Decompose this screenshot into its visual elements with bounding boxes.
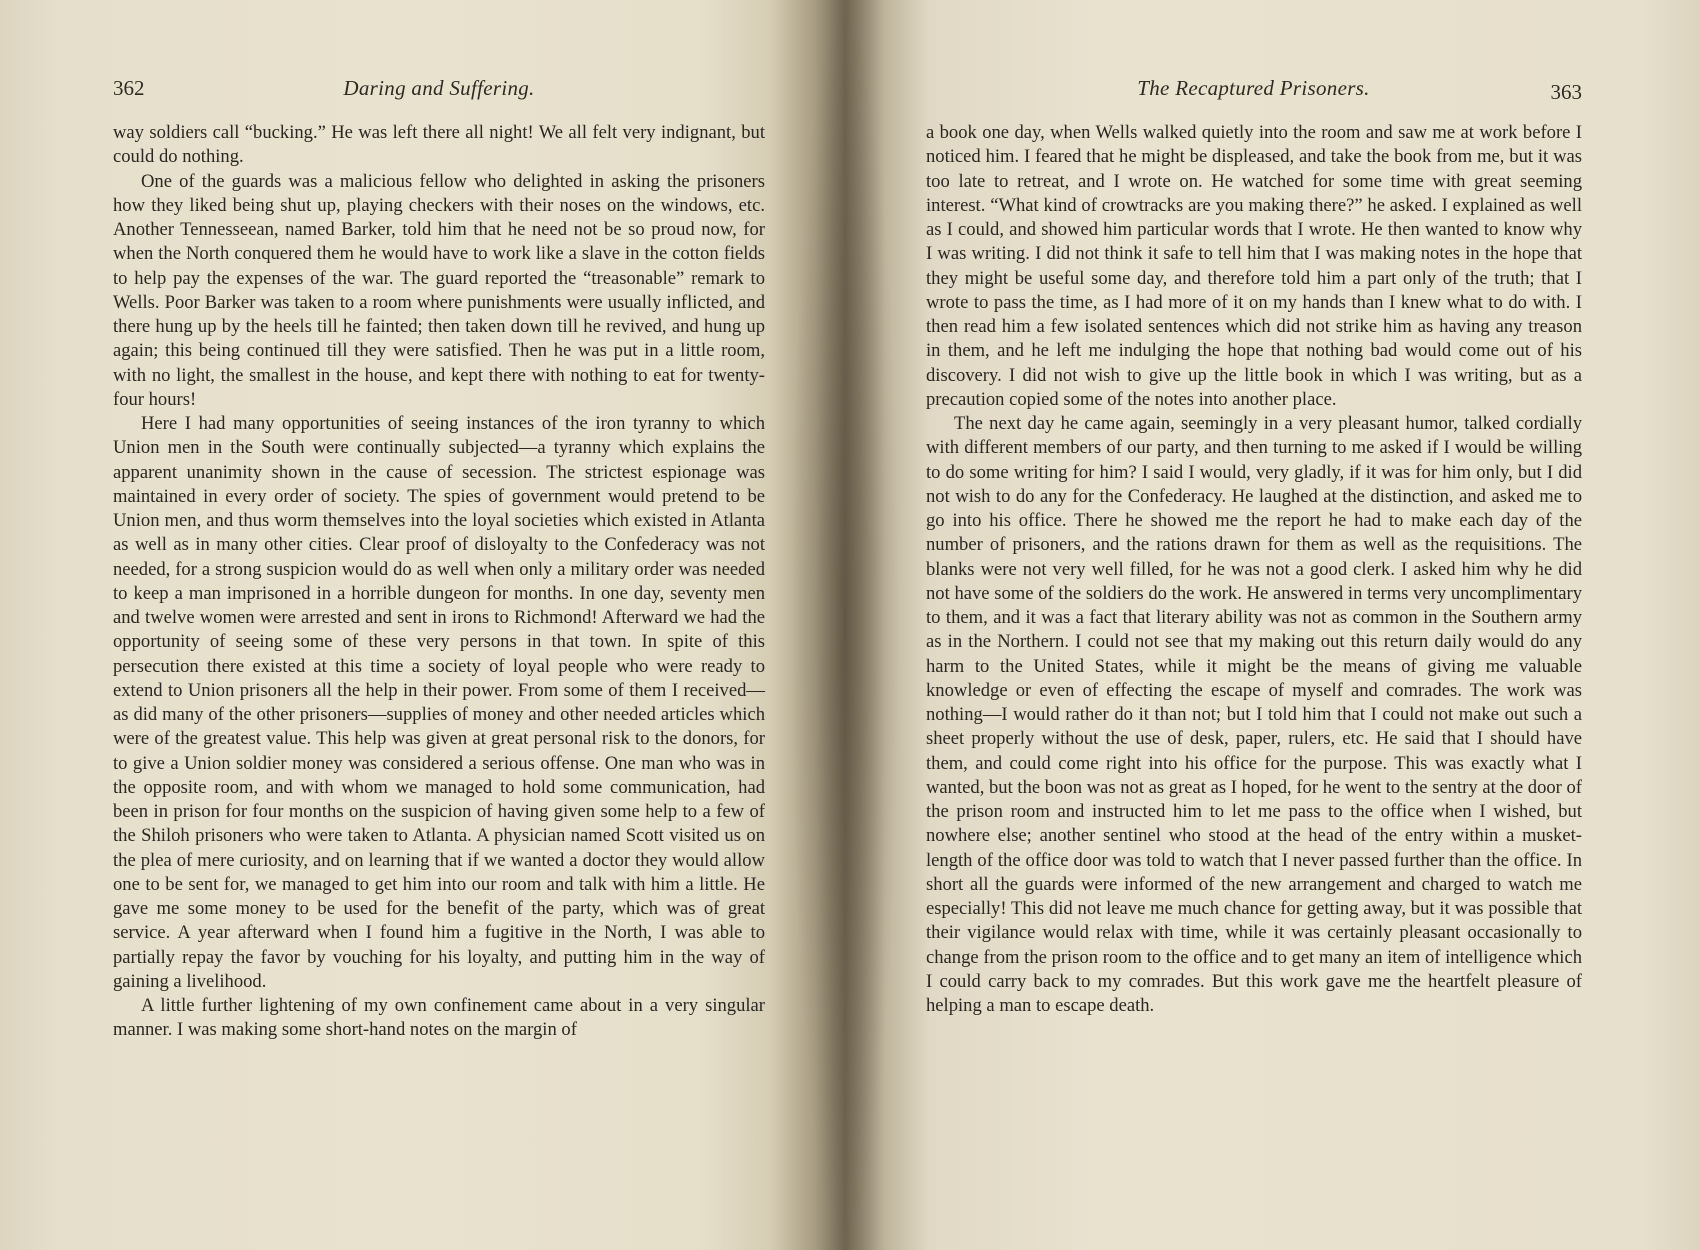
- right-page-number: 363: [1550, 80, 1582, 104]
- right-running-head: The Recaptured Prisoners.: [1137, 76, 1370, 100]
- paragraph: One of the guards was a malicious fellow who delighted in asking the prisoners how they liked being shut up, playing checkers with their noses on the windows, etc. Another Tennesseean, named Barker, told him that he need not be so proud now, for when the North conquered them he would have to work like a slave in the cotton fields to help pay the expenses of the war. The guard reported the “treasonable” remark to Wells. Poor Barker was taken to a room where punishments were usually inflicted, and there hung up by the heels till he fainted; then taken down till he revived, and hung up again; this being continued till they were satisfied. Then he was put in a little room, with no light, the smallest in the house, and kept there with nothing to eat for twenty-four hours!: [113, 170, 765, 410]
- right-page-header: [925, 76, 1582, 106]
- left-page-header: [113, 76, 765, 106]
- left-running-head: Daring and Suffering.: [343, 76, 535, 100]
- paragraph: a book one day, when Wells walked quietly into the room and saw me at work before I noticed him. I feared that he might be displeased, and take the book from me, but it was too late to retreat, and I wrote on. He watched for some time with great seeming interest. “What kind of crowtracks are you making there?” he asked. I explained as well as I could, and showed him particular words that I wrote. He then wanted to know why I was writing. I did not think it safe to tell him that I was making notes in the hope that they might be useful some day, and therefore told him a part only of the truth; that I wrote to pass the time, as I had more of it on my hands than I knew what to do with. I then read him a few isolated sentences which did not strike him as having any treason in them, and he left me indulging the hope that nothing bad would come out of his discovery. I did not wish to give up the little book in which I was writing, but as a precaution copied some of the notes into another place.: [926, 122, 1582, 410]
- paragraph: The next day he came again, seemingly in a very pleasant humor, talked cordially with different members of our party, and then turning to me asked if I would be willing to do some writing for him? I said I would, very gladly, if it was for him only, but I did not wish to do any for the Confederacy. He laughed at the distinction, and asked me to go into his office. There he showed me the report he had to make each day of the number of prisoners, and the rations drawn for them as well as the requisitions. The blanks were not very well filled, for he was not a good clerk. I asked him why he did not have some of the soldiers do the work. He answered in terms very uncomplimentary to them, and it was a fact that literary ability was not as common in the Southern army as in the Northern. I could not see that my making out this return daily would do any harm to the United States, while it might be the means of giving me valuable knowledge or even of effecting the escape of myself and comrades. The work was nothing—I would rather do it than not; but I told him that I could not make out such a sheet properly without the use of desk, paper, rulers, etc. He said that I should have them, and could come right into his office for the purpose. This was exactly what I wanted, but the boon was not as great as I hoped, for he went to the sentry at the door of the prison room and instructed him to let me pass to the office when I wished, but nowhere else; another sentinel who stood at the head of the entry within a musket-length of the office door was told to watch that I never passed further than the office. In short all the guards were informed of the new arrangement and charged to watch me especially! This did not leave me much chance for getting away, but it was possible that their vigilance would relax with time, while it was certainly pleasant occasionally to change from the prison room to the office and to get many an item of intelligence which I could carry back to my comrades. But this work gave me the heartfelt pleasure of helping a man to escape death.: [926, 413, 1582, 1016]
- left-page-number: 362: [113, 76, 145, 100]
- paragraph: way soldiers call “bucking.” He was left there all night! We all felt very indignant, but could do nothing.: [113, 122, 765, 168]
- right-page: [850, 0, 1700, 1250]
- paragraph: A little further lightening of my own confinement came about in a very singular manner. I was making some short-hand notes on the margin of: [113, 995, 765, 1041]
- paragraph: Here I had many opportunities of seeing instances of the iron tyranny to which Union men in the South were continually subjected—a tyranny which explains the apparent unanimity shown in the cause of secession. The strictest espionage was maintained in every order of society. The spies of government would pretend to be Union men, and thus worm themselves into the loyal societies which existed in Atlanta as well as in many other cities. Clear proof of disloyalty to the Confederacy was not needed, for a strong suspicion would do as well when only a military order was needed to keep a man imprisoned in a horrible dungeon for months. In one day, seventy men and twelve women were arrested and sent in irons to Richmond! Afterward we had the opportunity of seeing some of these very persons in that town. In spite of this persecution there existed at this time a society of loyal people who were ready to extend to Union prisoners all the help in their power. From some of them I received—as did many of the other prisoners—supplies of money and other needed articles which were of the greatest value. This help was given at great personal risk to the donors, for to give a Union soldier money was considered a serious offense. One man who was in the opposite room, and with whom we managed to hold some communication, had been in prison for four months on the suspicion of having given some help to a few of the Shiloh prisoners who were taken to Atlanta. A physician named Scott visited us on the plea of mere curiosity, and on learning that if we wanted a doctor they would allow one to be sent for, we managed to get him into our room and talk with him a little. He gave me some money to be used for the benefit of the party, which was of great service. A year afterward when I found him a fugitive in the North, I was able to partially repay the favor by vouching for his loyalty, and putting him in the way of gaining a livelihood.: [113, 413, 765, 992]
- left-page-body: [113, 121, 765, 1043]
- right-page-body: [926, 121, 1582, 1018]
